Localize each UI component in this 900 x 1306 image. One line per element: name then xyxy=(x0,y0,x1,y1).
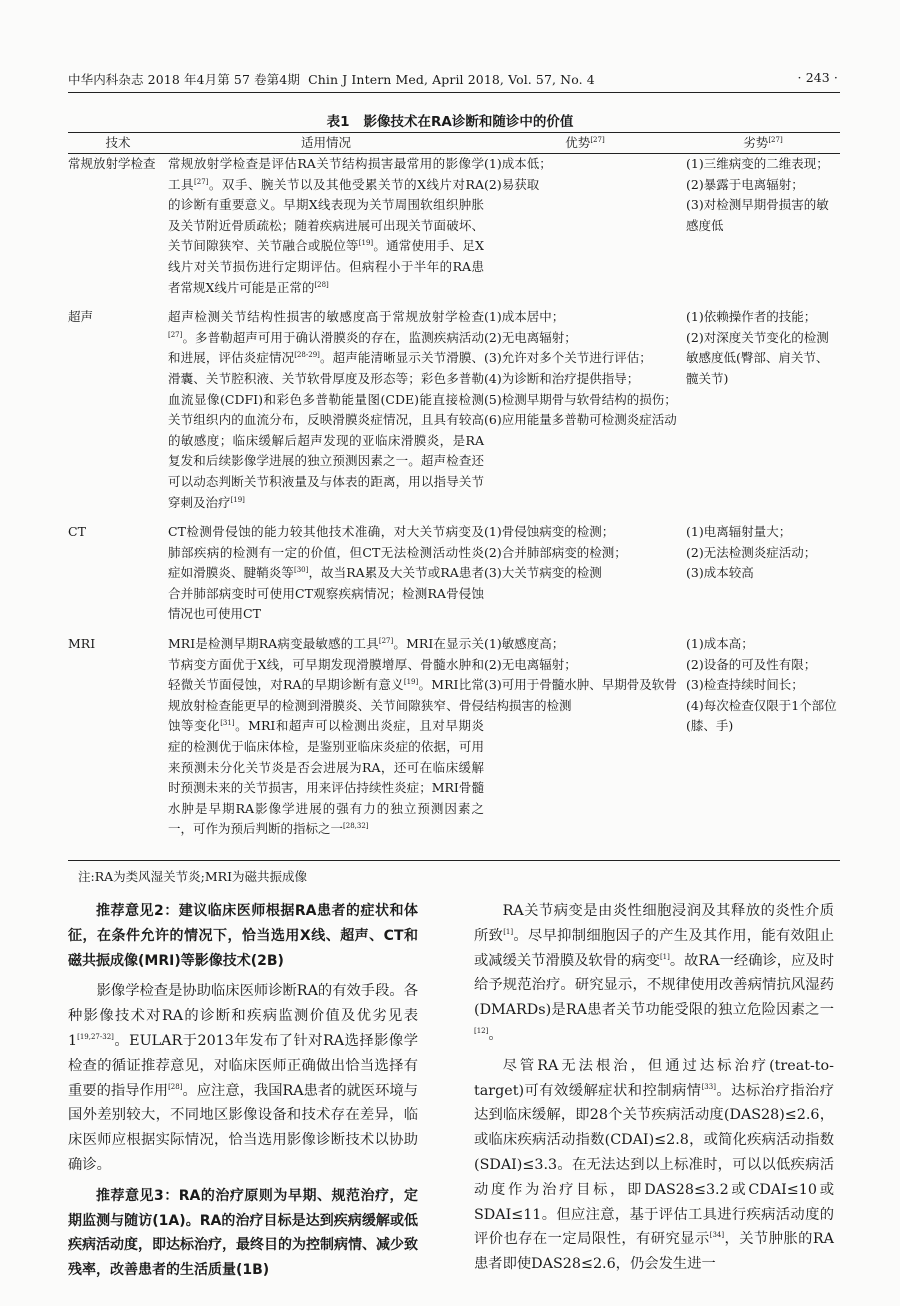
advantage-item: (1)成本居中； xyxy=(484,309,565,325)
advantage-item: (2)无电离辐射； xyxy=(484,329,577,345)
disadvantage-item: (1)三维病变的二维表现； xyxy=(686,156,829,171)
table-bottom-rule xyxy=(68,860,840,861)
citation-ref: [19,27-32] xyxy=(77,1033,114,1042)
advantage-item: (3)大关节病变的检测 xyxy=(484,565,602,581)
cell-disadvantages xyxy=(686,154,840,308)
citation-ref: [28] xyxy=(314,280,329,289)
citation-ref: [19] xyxy=(358,239,374,248)
citation-ref: [31] xyxy=(220,719,235,728)
running-head xyxy=(68,70,838,90)
cell-technique: CT xyxy=(68,524,86,540)
citation-ref: [28] xyxy=(168,1082,183,1091)
advantage-item: (3)可用于骨髓水肿、早期骨及软骨结构损害的检测 xyxy=(484,677,677,713)
column-header-application: 适用情况 xyxy=(168,132,484,154)
body-paragraph: 尽管RA无法根治，但通过达标治疗(treat-to-target)可有效缓解症状和控制病情[33]。达标治疗指治疗达到临床缓解，即28个关节疾病活动度(DAS28)≤2.6，或临床疾病活动指数(CDAI)≤2.8，或简化疾病活动指数(SDAI)≤3.3。在无法达到以上标准时，可以以低疾病活动度作为治疗目标，即DAS28≤3.2或CDAI≤10或SDAI≤11。但应注意，基于评估工具进行疾病活动度的评价也存在一定局限性，有研究显示[34]，关节肿胀的RA患者即使DAS28≤2.6，仍会发生进一 xyxy=(474,1057,835,1273)
imaging-value-table xyxy=(68,132,840,849)
table-row xyxy=(68,307,840,522)
disadvantage-item: (1)成本高； xyxy=(686,636,754,652)
body-paragraph: RA关节病变是由炎性细胞浸润及其释放的炎性介质所致[1]。尽早抑制细胞因子的产生及其作用，能有效阻止或减缓关节滑膜及软骨的病变[1]。故RA一经确诊，应及时给予规范治疗。研究显示，不规律使用改善病情抗风湿药(DMARDs)是RA患者关节功能受限的独立危险因素之一[12]。 xyxy=(474,903,835,1043)
table-title: 影像技术在RA诊断和随诊中的价值 xyxy=(363,114,574,130)
disadvantage-item: (3)对检测早期骨损害的敏感度低 xyxy=(686,197,829,233)
advantage-item: (2)合并肺部病变的检测； xyxy=(484,544,627,560)
disadvantage-item: (4)每次检查仅限于1个部位(膝、手) xyxy=(686,697,837,734)
disadvantage-item: (2)暴露于电离辐射； xyxy=(686,176,804,192)
citation-ref: [27] xyxy=(378,636,394,645)
journal-name-en: Chin J Intern Med, April 2018, Vol. 57, No. 4 xyxy=(308,72,595,87)
cell-disadvantages xyxy=(686,307,840,522)
page-number: · 243 · xyxy=(797,70,838,85)
citation-ref: [34] xyxy=(709,1231,725,1240)
disadvantage-item: (1)电离辐射量大； xyxy=(686,524,792,540)
column-header-advantages: 优势[27] xyxy=(484,132,686,154)
cell-technique: 常规放射学检查 xyxy=(68,156,156,171)
cell-application: 常规放射学检查是评估RA关节结构损害最常用的影像学工具[27]。双手、腕关节以及其他受累关节的X线片对RA的诊断有重要意义。早期X线表现为关节周围软组织肿胀及关节附近骨质疏松；随着疾病进展可出现关节面破坏、关节间隙狭窄、关节融合或脱位等[19]。通常使用手、足X线片对关节损伤进行定期评估。但病程小于半年的RA患者常规X线片可能是正常的[28] xyxy=(168,156,484,295)
table-row xyxy=(68,154,840,308)
cell-advantages xyxy=(484,522,686,634)
column-header-disadvantages: 劣势[27] xyxy=(686,132,840,154)
table-label: 表1 xyxy=(326,114,350,130)
citation-ref: [28,32] xyxy=(343,822,369,831)
table-row xyxy=(68,634,840,849)
citation-ref: [19] xyxy=(403,678,419,687)
cell-technique: MRI xyxy=(68,636,96,652)
table-header-row xyxy=(68,132,840,154)
advantage-item: (1)骨侵蚀病变的检测； xyxy=(484,524,615,540)
journal-name-cn: 中华内科杂志 2018 年4月第 57 卷第4期 xyxy=(68,72,300,87)
cell-advantages xyxy=(484,154,686,308)
citation-ref: [33] xyxy=(701,1082,716,1091)
advantage-item: (1)成本低； xyxy=(484,156,552,171)
citation-ref: [27] xyxy=(194,177,209,186)
cell-advantages xyxy=(484,634,686,849)
body-column-left xyxy=(68,899,418,1289)
disadvantage-item: (3)成本较高 xyxy=(686,565,754,581)
citation-ref: [30] xyxy=(293,566,309,575)
column-header-tech: 技术 xyxy=(68,132,168,154)
advantage-item: (1)敏感度高； xyxy=(484,636,565,652)
table-footnote: 注:RA为类风湿关节炎;MRI为磁共振成像 xyxy=(78,869,308,884)
disadvantage-item: (1)依赖操作者的技能； xyxy=(686,309,817,325)
advantage-item: (3)允许对多个关节进行评估； xyxy=(484,350,652,366)
citation-ref: [1] xyxy=(659,952,670,961)
advantage-item: (5)检测早期骨与软骨结构的损伤； xyxy=(484,391,677,407)
citation-ref: [27] xyxy=(168,330,183,339)
citation-ref: [19] xyxy=(230,495,245,504)
table-body xyxy=(68,154,840,850)
disadvantage-item: (2)无法检测炎症活动； xyxy=(686,544,817,560)
disadvantage-item: (2)设备的可及性有限； xyxy=(686,656,817,672)
cell-advantages xyxy=(484,307,686,522)
advantage-item: (4)为诊断和治疗提供指导； xyxy=(484,370,640,386)
cell-technique: 超声 xyxy=(68,309,94,325)
recommendation-paragraph: 推荐意见2：建议临床医师根据RA患者的症状和体征，在条件允许的情况下，恰当选用X线、超声、CT和磁共振成像(MRI)等影像技术(2B) xyxy=(68,903,418,969)
body-paragraph: 影像学检查是协助临床医师诊断RA的有效手段。各种影像技术对RA的诊断和疾病监测价值及优劣见表1[19,27-32]。EULAR于2013年发布了针对RA选择影像学检查的循证推荐意见，对临床医师正确做出恰当选择有重要的指导作用[28]。应注意，我国RA患者的就医环境与国外差别较大，不同地区影像设备和技术存在差异，临床医师应根据实际情况，恰当选用影像诊断技术以协助确诊。 xyxy=(68,983,418,1173)
advantage-item: (2)无电离辐射； xyxy=(484,656,577,672)
citation-ref: [12] xyxy=(474,1027,489,1036)
cell-disadvantages xyxy=(686,522,840,634)
cell-disadvantages xyxy=(686,634,840,849)
cell-application: MRI是检测早期RA病变最敏感的工具[27]。MRI在显示关节病变方面优于X线，可早期发现滑膜增厚、骨髓水肿和轻微关节面侵蚀，对RA的早期诊断有意义[19]。MRI比常规放射检查能更早的检测到滑膜炎、关节间隙狭窄、骨侵蚀等变化[31]。MRI和超声可以检测出炎症，且对早期炎症的检测优于临床体检，是鉴别亚临床炎症的依据，可用来预测未分化关节炎是否会进展为RA，还可在临床缓解时预测未来的关节损害，用来评估持续性炎症；MRI骨髓水肿是早期RA影像学进展的强有力的独立预测因素之一，可作为预后判断的指标之一[28,32] xyxy=(168,636,484,837)
disadvantage-item: (2)对深度关节变化的检测敏感度低(臀部、肩关节、髋关节) xyxy=(686,329,829,386)
table-caption xyxy=(0,110,900,130)
header-divider xyxy=(68,92,840,93)
disadvantage-item: (3)检查持续时间长； xyxy=(686,677,804,693)
journal-citation xyxy=(68,70,595,88)
advantage-item: (2)易获取 xyxy=(484,176,540,192)
advantage-item: (6)应用能量多普勒可检测炎症活动 xyxy=(484,412,677,428)
cell-application: CT检测骨侵蚀的能力较其他技术准确，对大关节病变及肺部疾病的检测有一定的价值，但CT无法检测活动性炎症如滑膜炎、腱鞘炎等[30]，故当RA累及大关节或RA患者合并肺部病变时可使用CT观察疾病情况；检测RA骨侵蚀情况也可使用CT xyxy=(168,524,484,622)
recommendation-paragraph: 推荐意见3：RA的治疗原则为早期、规范治疗，定期监测与随访(1A)。RA的治疗目标是达到疾病缓解或低疾病活动度，即达标治疗，最终目的为控制病情、减少致残率，改善患者的生活质量(1B) xyxy=(68,1187,418,1279)
table-row xyxy=(68,522,840,634)
body-column-right xyxy=(474,899,834,1283)
citation-ref: [28-29] xyxy=(294,351,320,360)
cell-application: 超声检测关节结构性损害的敏感度高于常规放射学检查[27]。多普勒超声可用于确认滑膜炎的存在，监测疾病活动和进展，评估炎症情况[28-29]。超声能清晰显示关节滑膜、滑囊、关节腔积液、关节软骨厚度及形态等；彩色多普勒血流显像(CDFI)和彩色多普勒能量图(CDE)能直接检测关节组织内的血流分布，反映滑膜炎症情况，且具有较高的敏感度；临床缓解后超声发现的亚临床滑膜炎，是RA复发和后续影像学进展的独立预测因素之一。超声检查还可以动态判断关节积液量及与体表的距离，用以指导关节穿刺及治疗[19] xyxy=(168,309,484,510)
citation-ref: [1] xyxy=(503,928,514,937)
